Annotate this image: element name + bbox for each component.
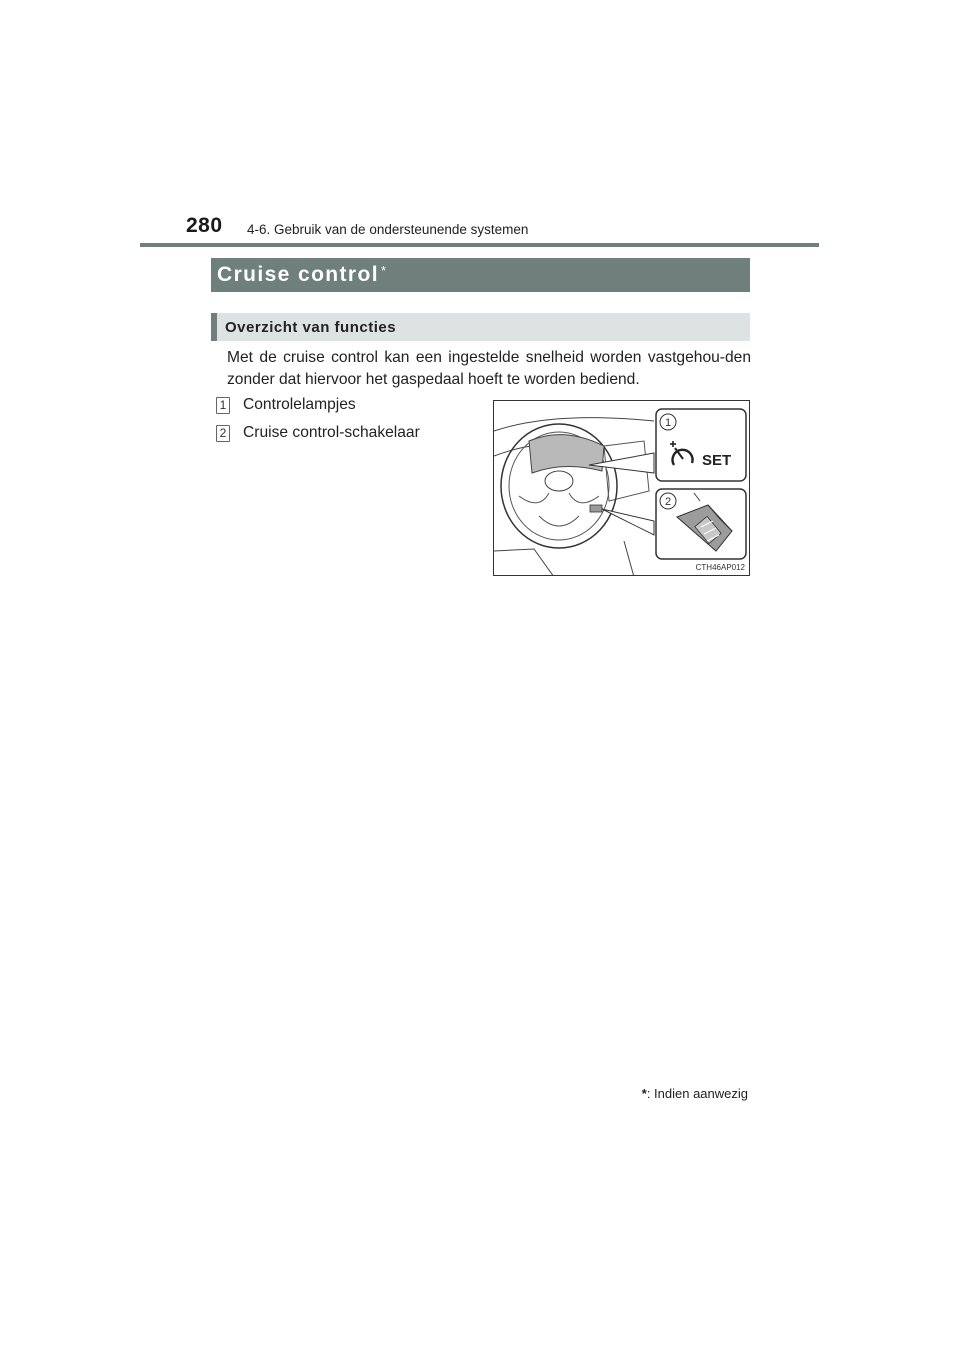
subtitle-bar [211,313,750,341]
header-divider [140,243,819,247]
callout-number-2: 2 [664,496,672,508]
image-code: CTH46AP012 [695,563,745,572]
legend-item-1 [216,396,356,414]
cruise-control-illustration [493,400,750,576]
footnote-marker: * [641,1086,647,1101]
cruise-switch-location [590,505,602,512]
footnote [642,1086,748,1101]
section-header: 4-6. Gebruik van de ondersteunende systemen [247,222,529,237]
callout-number-1: 1 [664,417,672,429]
set-indicator-label: SET [702,452,732,469]
dashboard-drawing [494,401,750,576]
legend-item-2 [216,424,420,442]
subtitle: Overzicht van functies [225,318,397,336]
title-bar [211,258,750,292]
legend-number-1: 1 [216,397,230,414]
page-number: 280 [186,214,223,237]
legend-number-2: 2 [216,425,230,442]
body-paragraph: Met de cruise control kan een ingestelde snelheid worden vastgehou-den zonder dat hiervoor het gaspedaal hoeft te worden bediend. [227,349,751,388]
page-title: Cruise control [217,263,379,286]
optional-marker: * [380,263,387,278]
instrument-cluster [529,435,604,473]
footnote-text: : Indien aanwezig [646,1086,748,1101]
legend-label-1: Controlelampjes [243,396,356,413]
legend-label-2: Cruise control-schakelaar [243,424,420,441]
